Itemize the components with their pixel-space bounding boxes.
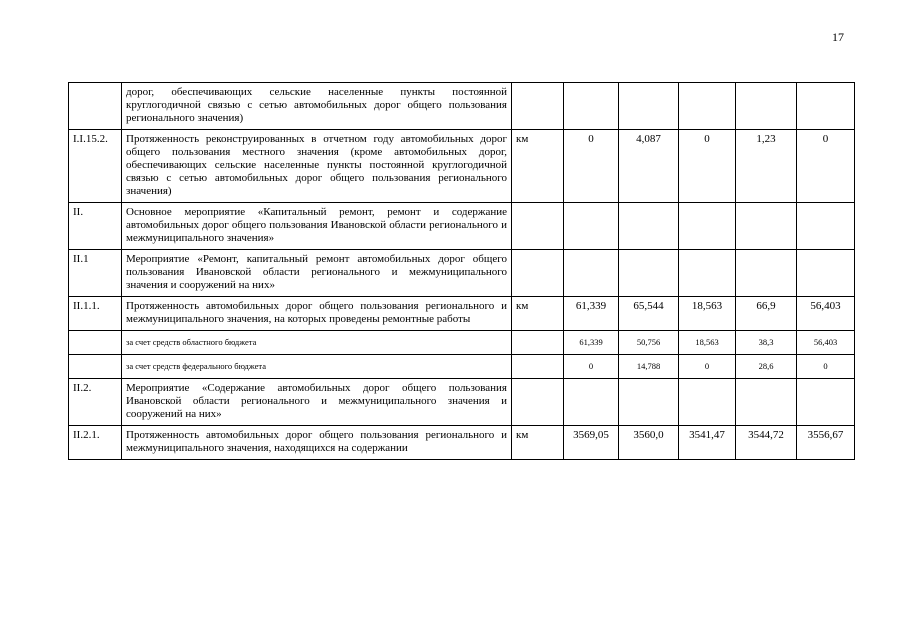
row-value-2: 3560,0 xyxy=(619,426,679,460)
row-value-2: 4,087 xyxy=(619,130,679,203)
row-unit: км xyxy=(512,426,564,460)
row-description: Протяженность реконструированных в отчетном году автомобильных дорог общего пользования местного значения (кроме автомобильных дорог, обеспечивающих сельские населенные пункты постоянной круглогодичной связью с сетью автомобильных дорог общего пользования регионального значения) xyxy=(122,130,512,203)
row-description: за счет средств федерального бюджета xyxy=(122,355,512,379)
row-code: II.2. xyxy=(69,379,122,426)
row-description: Мероприятие «Ремонт, капитальный ремонт автомобильных дорог общего пользования Ивановской области регионального и межмуниципального значения и сооружений на них» xyxy=(122,250,512,297)
page-number: 17 xyxy=(832,30,844,44)
row-value-5: 0 xyxy=(797,355,855,379)
row-value-4: 1,23 xyxy=(736,130,797,203)
table-row xyxy=(69,83,855,130)
row-code: II.1.1. xyxy=(69,297,122,331)
row-value-1: 3569,05 xyxy=(564,426,619,460)
row-value-1: 61,339 xyxy=(564,297,619,331)
row-value-2 xyxy=(619,379,679,426)
row-value-1 xyxy=(564,203,619,250)
table-row xyxy=(69,331,855,355)
row-value-4 xyxy=(736,379,797,426)
row-value-2: 50,756 xyxy=(619,331,679,355)
row-value-3 xyxy=(679,379,736,426)
table-row xyxy=(69,250,855,297)
row-description: Протяженность автомобильных дорог общего пользования регионального и межмуниципального значения, находящихся на содержании xyxy=(122,426,512,460)
row-description: за счет средств областного бюджета xyxy=(122,331,512,355)
row-value-5 xyxy=(797,379,855,426)
row-value-3: 18,563 xyxy=(679,297,736,331)
row-value-1: 0 xyxy=(564,130,619,203)
row-value-3: 18,563 xyxy=(679,331,736,355)
row-value-4: 3544,72 xyxy=(736,426,797,460)
row-description: Основное мероприятие «Капитальный ремонт, ремонт и содержание автомобильных дорог общего пользования Ивановской области регионального и межмуниципального значения» xyxy=(122,203,512,250)
row-value-3: 3541,47 xyxy=(679,426,736,460)
row-value-2 xyxy=(619,203,679,250)
row-description: дорог, обеспечивающих сельские населенные пункты постоянной круглогодичной связью с сетью автомобильных дорог общего пользования регионального значения) xyxy=(122,83,512,130)
row-value-2: 14,788 xyxy=(619,355,679,379)
row-unit xyxy=(512,331,564,355)
row-description: Мероприятие «Содержание автомобильных дорог общего пользования Ивановской области регионального и межмуниципального значения и сооружений на них» xyxy=(122,379,512,426)
row-value-2 xyxy=(619,250,679,297)
row-value-3 xyxy=(679,83,736,130)
table-row xyxy=(69,130,855,203)
row-value-2 xyxy=(619,83,679,130)
row-code: II.2.1. xyxy=(69,426,122,460)
row-code xyxy=(69,355,122,379)
row-value-5: 3556,67 xyxy=(797,426,855,460)
row-value-4: 66,9 xyxy=(736,297,797,331)
row-value-2: 65,544 xyxy=(619,297,679,331)
row-value-4 xyxy=(736,203,797,250)
row-value-1 xyxy=(564,379,619,426)
row-value-4: 38,3 xyxy=(736,331,797,355)
row-value-5: 56,403 xyxy=(797,297,855,331)
table-row xyxy=(69,426,855,460)
row-value-1: 61,339 xyxy=(564,331,619,355)
row-code xyxy=(69,331,122,355)
indicator-table xyxy=(68,82,855,460)
row-code: I.I.15.2. xyxy=(69,130,122,203)
row-value-1 xyxy=(564,83,619,130)
row-code xyxy=(69,83,122,130)
row-code: II.1 xyxy=(69,250,122,297)
row-value-5: 0 xyxy=(797,130,855,203)
row-value-3 xyxy=(679,250,736,297)
row-unit xyxy=(512,355,564,379)
row-value-3 xyxy=(679,203,736,250)
row-unit xyxy=(512,203,564,250)
row-code: II. xyxy=(69,203,122,250)
row-description: Протяженность автомобильных дорог общего пользования регионального и межмуниципального значения, на которых проведены ремонтные работы xyxy=(122,297,512,331)
row-value-5 xyxy=(797,250,855,297)
table-row xyxy=(69,297,855,331)
table-row xyxy=(69,379,855,426)
row-value-4 xyxy=(736,83,797,130)
row-value-3: 0 xyxy=(679,355,736,379)
row-unit xyxy=(512,83,564,130)
row-value-4: 28,6 xyxy=(736,355,797,379)
row-value-4 xyxy=(736,250,797,297)
table-row xyxy=(69,203,855,250)
row-value-3: 0 xyxy=(679,130,736,203)
row-value-1 xyxy=(564,250,619,297)
row-unit xyxy=(512,250,564,297)
row-value-1: 0 xyxy=(564,355,619,379)
row-value-5: 56,403 xyxy=(797,331,855,355)
row-unit: км xyxy=(512,130,564,203)
row-unit xyxy=(512,379,564,426)
row-unit: км xyxy=(512,297,564,331)
table-row xyxy=(69,355,855,379)
row-value-5 xyxy=(797,83,855,130)
row-value-5 xyxy=(797,203,855,250)
